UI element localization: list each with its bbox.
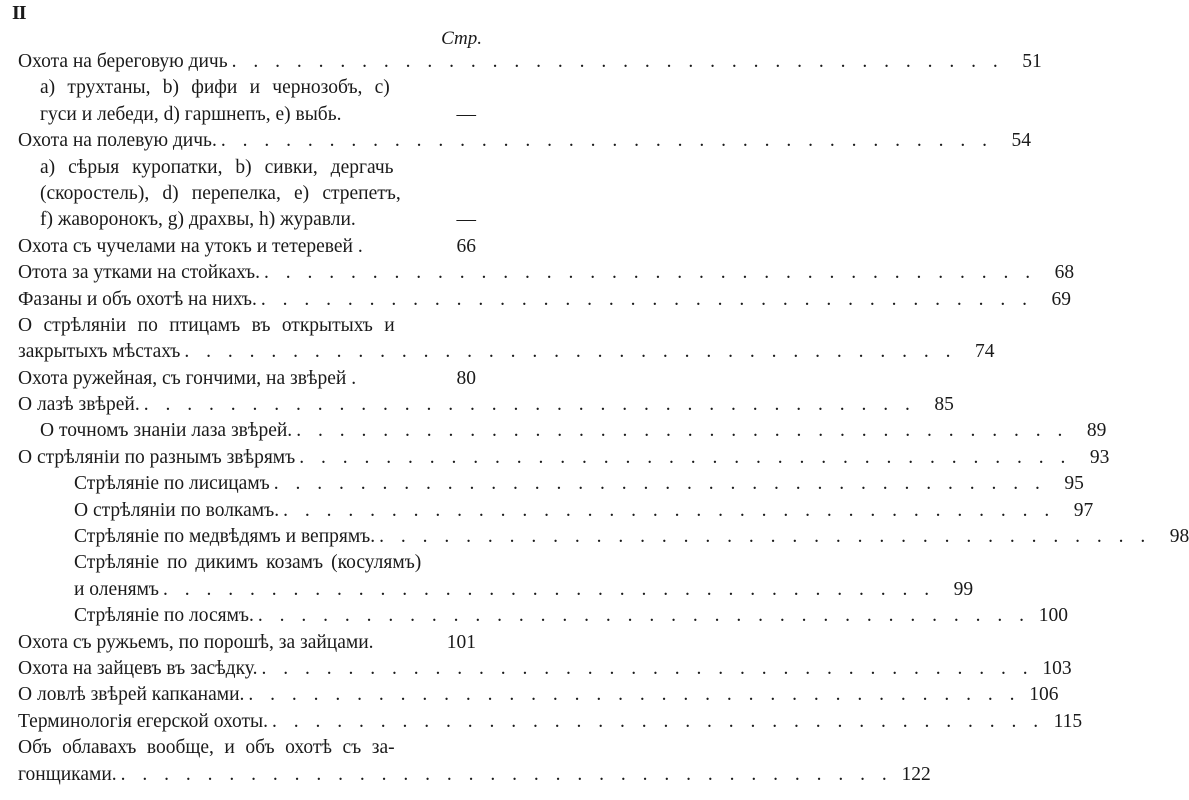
toc-entry-page: 122 <box>901 763 931 785</box>
toc-entry-title: а) сѣрыя куропатки, b) сивки, дергачь <box>40 156 394 178</box>
toc-entry-page: 80 <box>456 367 476 389</box>
toc-entry-title: О лазѣ звѣрей. <box>18 394 140 416</box>
table-of-contents <box>18 49 1189 788</box>
toc-entry-page: 54 <box>1011 130 1031 152</box>
toc-entry-page: 68 <box>1054 262 1075 284</box>
toc-entry-page: 93 <box>1089 446 1110 468</box>
toc-entry-page: 97 <box>1073 499 1094 521</box>
toc-entry-title: Стрѣляніе по лосямъ. <box>74 605 254 627</box>
toc-entry-title: Стрѣляніе по лисицамъ <box>74 473 270 495</box>
toc-entry-page: 95 <box>1064 473 1084 495</box>
toc-entry <box>18 498 1094 524</box>
toc-entry-page: 66 <box>456 235 476 257</box>
toc-entry-title: Стрѣляніе по дикимъ козамъ (косулямъ) <box>74 552 422 574</box>
toc-entry <box>18 181 476 207</box>
toc-entry-title: Охота на береговую дичь <box>18 51 228 72</box>
dot-leader <box>228 49 1008 75</box>
toc-entry-title: а) трухтаны, b) фифи и чернозобъ, с) <box>40 77 390 99</box>
toc-entry-title: и оленямъ <box>74 578 160 600</box>
toc-entry-title: Охота на полевую дичь. <box>18 130 217 152</box>
toc-entry <box>18 550 476 576</box>
toc-entry-title: Стрѣляніе по медвѣдямъ и вепрямъ. <box>74 526 376 548</box>
toc-entry-page: 98 <box>1169 526 1189 548</box>
dot-leader <box>295 445 1075 471</box>
toc-entry <box>18 49 1042 75</box>
toc-entry <box>18 234 476 260</box>
dot-leader <box>117 762 897 788</box>
dot-leader <box>244 682 1024 708</box>
toc-entry-page: — <box>456 103 476 125</box>
toc-entry <box>18 392 954 418</box>
toc-entry-page: 69 <box>1051 288 1071 310</box>
toc-entry-title: Отота за утками на стойкахъ. <box>18 262 260 284</box>
toc-entry-page: 99 <box>953 578 974 600</box>
toc-entry <box>18 418 1107 444</box>
toc-entry <box>18 260 1075 286</box>
toc-entry <box>18 603 1069 629</box>
toc-entry-title: Объ облавахъ вообще, и объ охотѣ съ за- <box>18 737 395 759</box>
page-number: II <box>12 2 26 24</box>
toc-entry <box>18 524 1189 550</box>
page-column-label: Стр. <box>441 28 482 49</box>
toc-entry-title: f) жаворонокъ, g) драхвы, h) журавли. <box>40 209 356 231</box>
toc-entry <box>18 709 1083 735</box>
toc-entry <box>18 577 974 603</box>
toc-entry <box>18 207 476 233</box>
dot-leader <box>159 577 939 603</box>
dot-leader <box>292 418 1072 444</box>
toc-entry-title: закрытыхъ мѣстахъ <box>18 341 181 363</box>
toc-entry <box>18 471 1084 497</box>
toc-entry-page: 101 <box>446 631 476 653</box>
dot-leader <box>254 603 1034 629</box>
toc-entry-title: О стрѣляніи по разнымъ звѣрямъ <box>18 446 296 468</box>
toc-entry-page: 85 <box>934 394 954 416</box>
toc-entry-page: 89 <box>1086 420 1107 442</box>
toc-entry <box>18 366 476 392</box>
dot-leader <box>279 498 1059 524</box>
toc-entry <box>18 630 476 656</box>
dot-leader <box>140 392 920 418</box>
toc-entry <box>18 102 476 128</box>
toc-entry <box>18 656 1072 682</box>
toc-entry-title: Охота на зайцевъ въ засѣдку. <box>18 657 258 679</box>
toc-entry-title: Охота съ чучелами на утокъ и тетеревей . <box>18 235 363 257</box>
toc-entry <box>18 762 931 788</box>
toc-entry-title: Фазаны и объ охотѣ на нихъ. <box>18 288 257 310</box>
toc-entry <box>18 155 476 181</box>
dot-leader <box>217 128 997 154</box>
toc-entry <box>18 339 995 365</box>
dot-leader <box>257 287 1037 313</box>
dot-leader <box>268 709 1048 735</box>
dot-leader <box>180 339 960 365</box>
toc-entry-page: — <box>456 209 476 231</box>
dot-leader <box>260 260 1040 286</box>
toc-entry <box>18 445 1110 471</box>
toc-entry <box>18 735 476 761</box>
toc-entry <box>18 287 1071 313</box>
toc-entry-page: 103 <box>1042 657 1072 679</box>
toc-entry-page: 100 <box>1038 605 1069 627</box>
toc-entry-page: 115 <box>1053 710 1083 732</box>
toc-entry-page: 74 <box>975 341 995 363</box>
toc-entry-page: 51 <box>1022 51 1042 72</box>
toc-entry-title: О точномъ знаніи лаза звѣрей. <box>40 420 293 442</box>
toc-entry-title: Охота ружейная, съ гончими, на звѣрей . <box>18 367 357 389</box>
toc-entry-title: гуси и лебеди, d) гаршнепъ, е) выбь. <box>40 103 342 125</box>
toc-entry-title: гонщиками. <box>18 763 117 785</box>
toc-entry-title: О стрѣляніи по птицамъ въ открытыхъ и <box>18 314 395 336</box>
dot-leader <box>257 656 1037 682</box>
toc-entry <box>18 313 476 339</box>
dot-leader <box>270 471 1050 497</box>
toc-entry <box>18 682 1059 708</box>
toc-entry-page: 106 <box>1029 684 1059 706</box>
toc-entry-title: Терминологія егерской охоты. <box>18 710 268 732</box>
toc-entry-title: О стрѣляніи по волкамъ. <box>74 499 280 521</box>
toc-entry <box>18 75 476 101</box>
toc-entry <box>18 128 1031 154</box>
dot-leader <box>375 524 1155 550</box>
toc-entry-title: Охота съ ружьемъ, по порошѣ, за зайцами. <box>18 631 374 653</box>
toc-entry-title: О ловлѣ звѣрей капканами. <box>18 684 245 706</box>
toc-entry-title: (скоростель), d) перепелка, е) стрепетъ, <box>40 182 401 204</box>
